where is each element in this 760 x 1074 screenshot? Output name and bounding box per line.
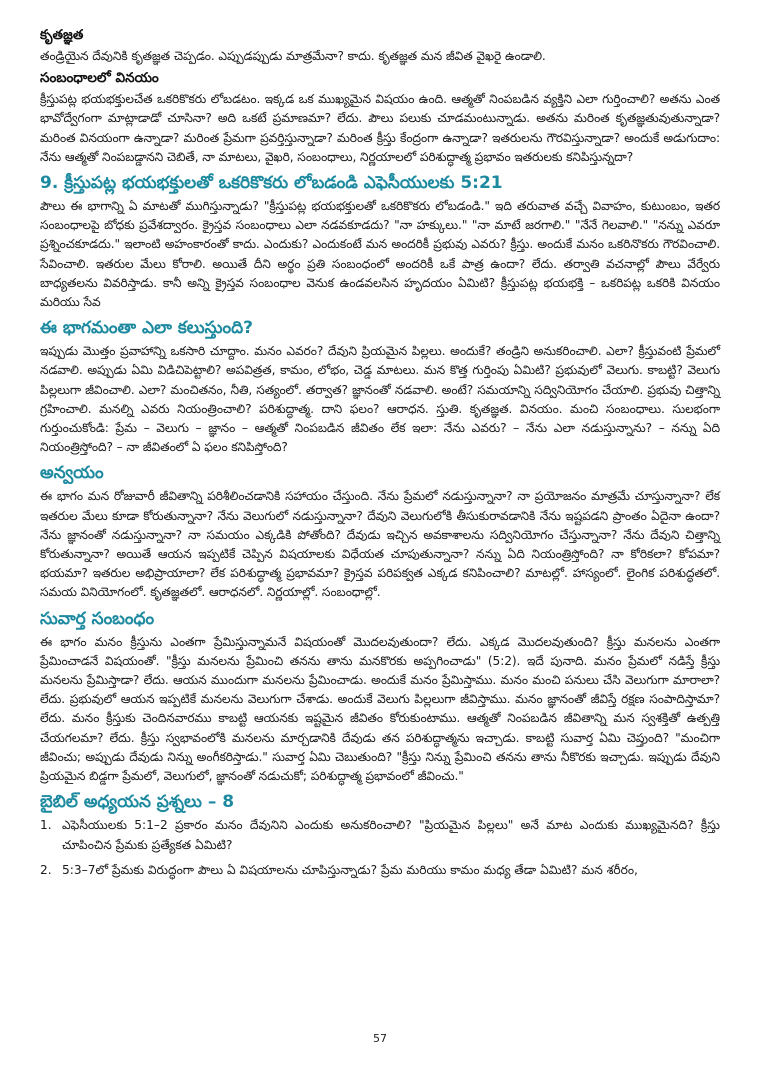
gratitude-paragraph: తండ్రియైన దేవునికి కృతజ్ఞత చెప్పడం. ఎప్పుడప్పుడు మాత్రమేనా? కాదు. కృతజ్ఞత మన జీవిత వైఖరై ఉండాలి. <box>40 49 546 63</box>
humility-heading: సంబంధాలలో వినయం <box>40 70 159 87</box>
gratitude-heading: కృతజ్ఞత <box>40 27 84 43</box>
question-text: ఎఫెసీయులకు 5:1–2 ప్రకారం మనం దేవునిని ఎందుకు అనుకరించాలి? "ప్రియమైన పిల్లలు" అనే మాట ఎందుకు ముఖ్యమైనది? క్రీస్తు చూపించిన ప్రేమకు ప్రత్యేకత ఏమిటి? <box>62 818 720 852</box>
question-number: 2. <box>40 862 52 877</box>
question-text: 5:3–7లో ప్రేమకు విరుద్ధంగా పౌలు ఏ విషయాలను చూపిస్తున్నాడు? ప్రేమ మరియు కామం మధ్య తేడా ఏమిటి? మన శరీరం, <box>62 862 638 877</box>
gospel-paragraph: ఈ భాగం మనం క్రీస్తును ఎంతగా ప్రేమిస్తున్నామనే విషయంతో మొదలవుతుందా? లేదు. ఎక్కడ మొదలవుతుంది? క్రీస్తు మనలను ఎంతగా ప్రేమించాడనే విషయంతో. "క్రీస్తు మనలను ప్రేమించి తనను తాను మనకొరకు అప్పగించాడు" (5:2). ఇదే పునాది. మనం ప్రేమలో నడిస్తే క్రీస్తు మనలను ప్రేమిస్తాడా? లేదు. ఆయన ముందుగా మనలను ప్రేమించాడు. అందుకే మనం ప్రేమిస్తాము. మనం మంచి పనులు చేసి వెలుగుగా మారాలా? లేదు. ప్రభువులో ఆయన ఇప్పటికే మనలను వెలుగుగా చేశాడు. అందుకే వెలుగు పిల్లలుగా జీవిస్తాము. మనం జ్ఞానంతో జీవిస్తే రక్షణ సంపాదిస్తామా? లేదు. మనం క్రీస్తుకు చెందినవారము కాబట్టి ఆయనకు ఇష్టమైన జీవితం కోరుకుంటాము. ఆత్మతో నింపబడిన జీవితాన్ని మన స్వశక్తితో ఉత్పత్తి చేయగలమా? లేదు. క్రీస్తు స్వభావంలోకి మనలను మార్చడానికి దేవుడు తన పరిశుద్ధాత్మను ఇచ్చాడు. కాబట్టి సువార్త ఏమి చెప్తుంది? "మంచిగా జీవించు; అప్పుడు దేవుడు నిన్ను అంగీకరిస్తాడు." సువార్త ఏమి చెబుతుంది? "క్రీస్తు నిన్ను ప్రేమించి తనను తాను నీకొరకు ఇచ్చాడు. ఇప్పుడు దేవుని ప్రియమైన బిడ్డగా ప్రేమలో, వెలుగులో, జ్ఞానంతో నడుచుకో; పరిశుద్ధాత్మ ప్రభావంలో జీవించు." <box>40 634 720 784</box>
section-9-title: 9. క్రీస్తుపట్ల భయభక్తులతో ఒకరికొకరు లోబడండి ఎఫెసీయులకు 5:21 <box>40 173 503 194</box>
questions-list <box>40 816 720 880</box>
question-number: 1. <box>40 818 52 833</box>
connect-paragraph: ఇప్పుడు మొత్తం ప్రవాహాన్ని ఒకసారి చూద్దాం. మనం ఎవరం? దేవుని ప్రియమైన పిల్లలు. అందుకే? తండ్రిని అనుకరించాలి. ఎలా? క్రీస్తువంటి ప్రేమలో నడవాలి. అప్పుడు ఏమి విడిచిపెట్టాలి? అపవిత్రత, కామం, లోభం, చెడ్డ మాటలు. మన కొత్త గుర్తింపు ఏమిటి? ప్రభువులో వెలుగు. కాబట్టి? వెలుగు పిల్లలుగా జీవించాలి. ఎలా? మంచితనం, నీతి, సత్యంలో. తర్వాత? జ్ఞానంతో నడవాలి. అంటే? సమయాన్ని సద్వినియోగం చేయాలి. ప్రభువు చిత్తాన్ని గ్రహించాలి. మనల్ని ఎవరు నియంత్రించాలి? పరిశుద్ధాత్మ. దాని ఫలం? ఆరాధన. స్తుతి. కృతజ్ఞత. వినయం. మంచి సంబంధాలు. సులభంగా గుర్తుంచుకోండి: ప్రేమ – వెలుగు – జ్ఞానం – ఆత్మతో నింపబడిన జీవితం లేక ఇలా: నేను ఎవరు? – నేను ఎలా నడుస్తున్నాను? – నన్ను ఏది నియంత్రిస్తోంది? – నా జీవితంలో ఏ ఫలం కనిపిస్తోంది? <box>40 344 720 455</box>
humility-paragraph: క్రీస్తుపట్ల భయభక్తులచేత ఒకరికొకరు లోబడటం. ఇక్కడ ఒక ముఖ్యమైన విషయం ఉంది. ఆత్మతో నింపబడిన వ్యక్తిని ఎలా గుర్తించాలి? అతను ఎంత భావోద్వేగంగా మాట్లాడాడో చూసినా? అది ఒకటే ప్రమాణమా? లేదు. పౌలు పలుకు చూడమంటున్నాడు. అతను మరింత కృతజ్ఞతువుతున్నాడా? మరింత వినయంగా ఉన్నాడా? మరింత ప్రేమగా ప్రవర్తిస్తున్నాడా? మరింత క్రీస్తు కేంద్రంగా ఉన్నాడా? ఇతరులను గౌరవిస్తున్నాడా? అందుకే అడుగుదాం: నేను ఆత్మతో నింపబడ్డానని చెబితే, నా మాటలు, వైఖరి, సంబంధాలు, నిర్ణయాలలో పరిశుద్ధాత్మ ప్రభావం ఇతరులకు కనిపిస్తున్నదా? <box>40 92 720 164</box>
questions-title: బైబిల్ అధ్యయన ప్రశ్నలు – 8 <box>40 792 235 813</box>
gospel-title: సువార్త సంబంధం <box>40 608 155 629</box>
section-9-paragraph: పౌలు ఈ భాగాన్ని ఏ మాటతో ముగిస్తున్నాడు? "క్రీస్తుపట్ల భయభక్తులతో ఒకరికొకరు లోబడండి." ఇది తరువాత వచ్చే వివాహం, కుటుంబం, ఇతర సంబంధాలపై బోధకు ప్రవేశద్వారం. క్రైస్తవ సంబంధాలు ఎలా నడవకూడదు? "నా హక్కులు." "నా మాటే జరగాలి." "నేనే గెలవాలి." "నన్ను ఎవరూ ప్రశ్నించకూడదు." ఇలాంటి అహంకారంతో కాదు. ఎందుకు? ఎందుకంటే మన అందరికీ ప్రభువు ఎవరు? క్రీస్తు. అందుకే మనం ఒకరినొకరు గౌరవించాలి. సేవించాలి. ఇతరుల మేలు కోరాలి. అయితే దీని అర్థం ప్రతి సంబంధంలో అందరికీ ఒకే పాత్ర ఉందా? లేదు. తర్వాతి వచనాల్లో పౌలు వేర్వేరు బాధ్యతలను వివరిస్తాడు. కానీ అన్ని క్రైస్తవ సంబంధాల వెనుక ఉండవలసిన హృదయం ఏమిటి? క్రీస్తుపట్ల భయభక్తి – ఒకరిపట్ల ఒకరికి వినయం మరియు సేవ <box>40 199 720 310</box>
application-title: అన్వయం <box>40 463 104 484</box>
question-item <box>40 861 720 880</box>
question-item <box>40 816 720 854</box>
page-number: 57 <box>373 1032 387 1045</box>
application-paragraph: ఈ భాగం మన రోజువారీ జీవితాన్ని పరిశీలించడానికి సహాయం చేస్తుంది. నేను ప్రేమలో నడుస్తున్నానా? నా ప్రయోజనం మాత్రమే చూస్తున్నానా? లేక ఇతరుల మేలు కూడా కోరుతున్నానా? నేను వెలుగులో నడుస్తున్నానా? దేవుని వెలుగులోకి తీసుకురావడానికి నేను ఇష్టపడని ప్రాంతం ఏదైనా ఉందా? నేను జ్ఞానంతో నడుస్తున్నానా? నా సమయం ఎక్కడికి పోతోంది? దేవుడు ఇచ్చిన అవకాశాలను సద్వినియోగం చేస్తున్నానా? నేను దేవుని చిత్తాన్ని కోరుతున్నానా? అయితే ఆయన ఇప్పటికే చెప్పిన విషయాలకు విధేయత చూపుతున్నానా? నన్ను ఏది నియంత్రిస్తోంది? నా కోరికలా? కోపమా? భయమా? ఇతరుల అభిప్రాయాలా? లేక పరిశుద్ధాత్మ ప్రభావమా? క్రైస్తవ పరిపక్వత ఎక్కడ కనిపించాలి? మాటల్లో. హాస్యంలో. లైంగిక పరిశుద్ధతలో. సమయ వినియోగంలో. కృతజ్ఞతలో. ఆరాధనలో. నిర్ణయాల్లో. సంబంధాల్లో. <box>40 489 720 600</box>
connect-title: ఈ భాగమంతా ఎలా కలుస్తుంది? <box>40 318 253 339</box>
